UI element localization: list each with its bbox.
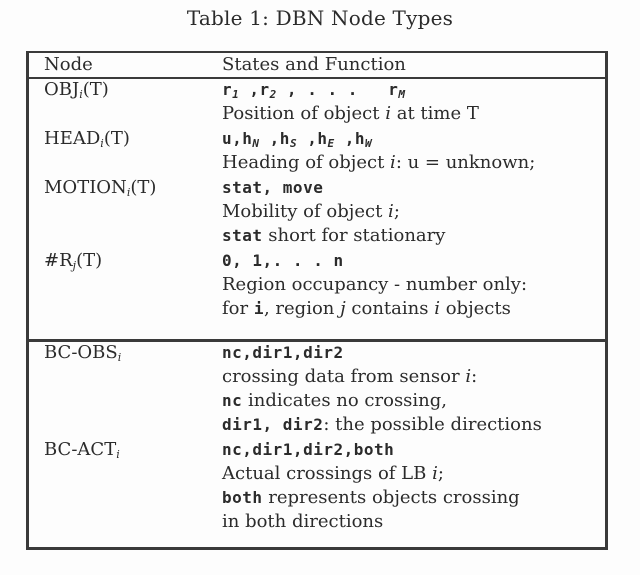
states: $u,h_N$ $,h_S$ $,h_E$ $,h_W$	[222, 129, 373, 150]
dbn-node-types-table	[26, 51, 608, 550]
function-desc: for i, region j contains i objects	[222, 298, 511, 319]
table-row-bc-act-desc	[29, 462, 605, 485]
function-desc: stat short for stationary	[222, 225, 446, 246]
function-desc: Mobility of object i;	[222, 201, 400, 222]
table-row-bc-obs-desc	[29, 365, 605, 388]
states: nc,dir1,dir2,both	[222, 440, 395, 459]
table-row-obj-desc	[29, 102, 605, 125]
function-desc: Position of object i at time T	[222, 103, 479, 124]
table-row-region-desc	[29, 273, 605, 296]
table-row-bc-obs-desc2	[29, 389, 605, 412]
table-row-obj	[29, 78, 605, 101]
node-name: $OBJ_i(T)$	[44, 79, 109, 101]
table-row-bc-act-desc2	[29, 486, 605, 509]
table-row-bc-act	[29, 438, 605, 461]
table-header-row	[29, 53, 605, 76]
header-states-function: States and Function	[222, 54, 406, 75]
node-name: $BC-OBS_i$	[44, 342, 122, 364]
states: $r_1$ $,r_2$ , . . . $r_M$	[222, 80, 406, 101]
function-desc: both represents objects crossing	[222, 487, 520, 508]
node-name: $MOTION_i(T)$	[44, 177, 157, 199]
table-row-motion-desc	[29, 200, 605, 223]
function-desc: in both directions	[222, 511, 384, 532]
function-desc: dir1, dir2: the possible directions	[222, 414, 542, 435]
node-name: $\#R_j(T)$	[44, 250, 103, 272]
table-row-head	[29, 127, 605, 150]
table-row-motion-desc2	[29, 224, 605, 247]
node-name: $BC-ACT_i$	[44, 439, 120, 461]
states: stat, move	[222, 178, 324, 197]
states: 0, 1,. . . n	[222, 251, 344, 270]
table-caption: Table 1: DBN Node Types	[186, 6, 454, 30]
function-desc: Region occupancy - number only:	[222, 274, 528, 295]
function-desc: nc indicates no crossing,	[222, 390, 448, 411]
table-row-region-desc2	[29, 297, 605, 320]
function-desc: crossing data from sensor i:	[222, 366, 478, 387]
table-row-motion	[29, 176, 605, 199]
table-row-bc-obs-desc3	[29, 413, 605, 436]
table-row-region	[29, 249, 605, 272]
table-row-bc-obs	[29, 341, 605, 364]
states: nc,dir1,dir2	[222, 343, 344, 362]
function-desc: Heading of object i: u = unknown;	[222, 152, 536, 173]
table-row-bc-act-desc3	[29, 510, 605, 533]
header-node: Node	[44, 54, 93, 75]
function-desc: Actual crossings of LB i;	[222, 463, 444, 484]
table-row-head-desc	[29, 151, 605, 174]
node-name: $HEAD_i(T)$	[44, 128, 130, 150]
